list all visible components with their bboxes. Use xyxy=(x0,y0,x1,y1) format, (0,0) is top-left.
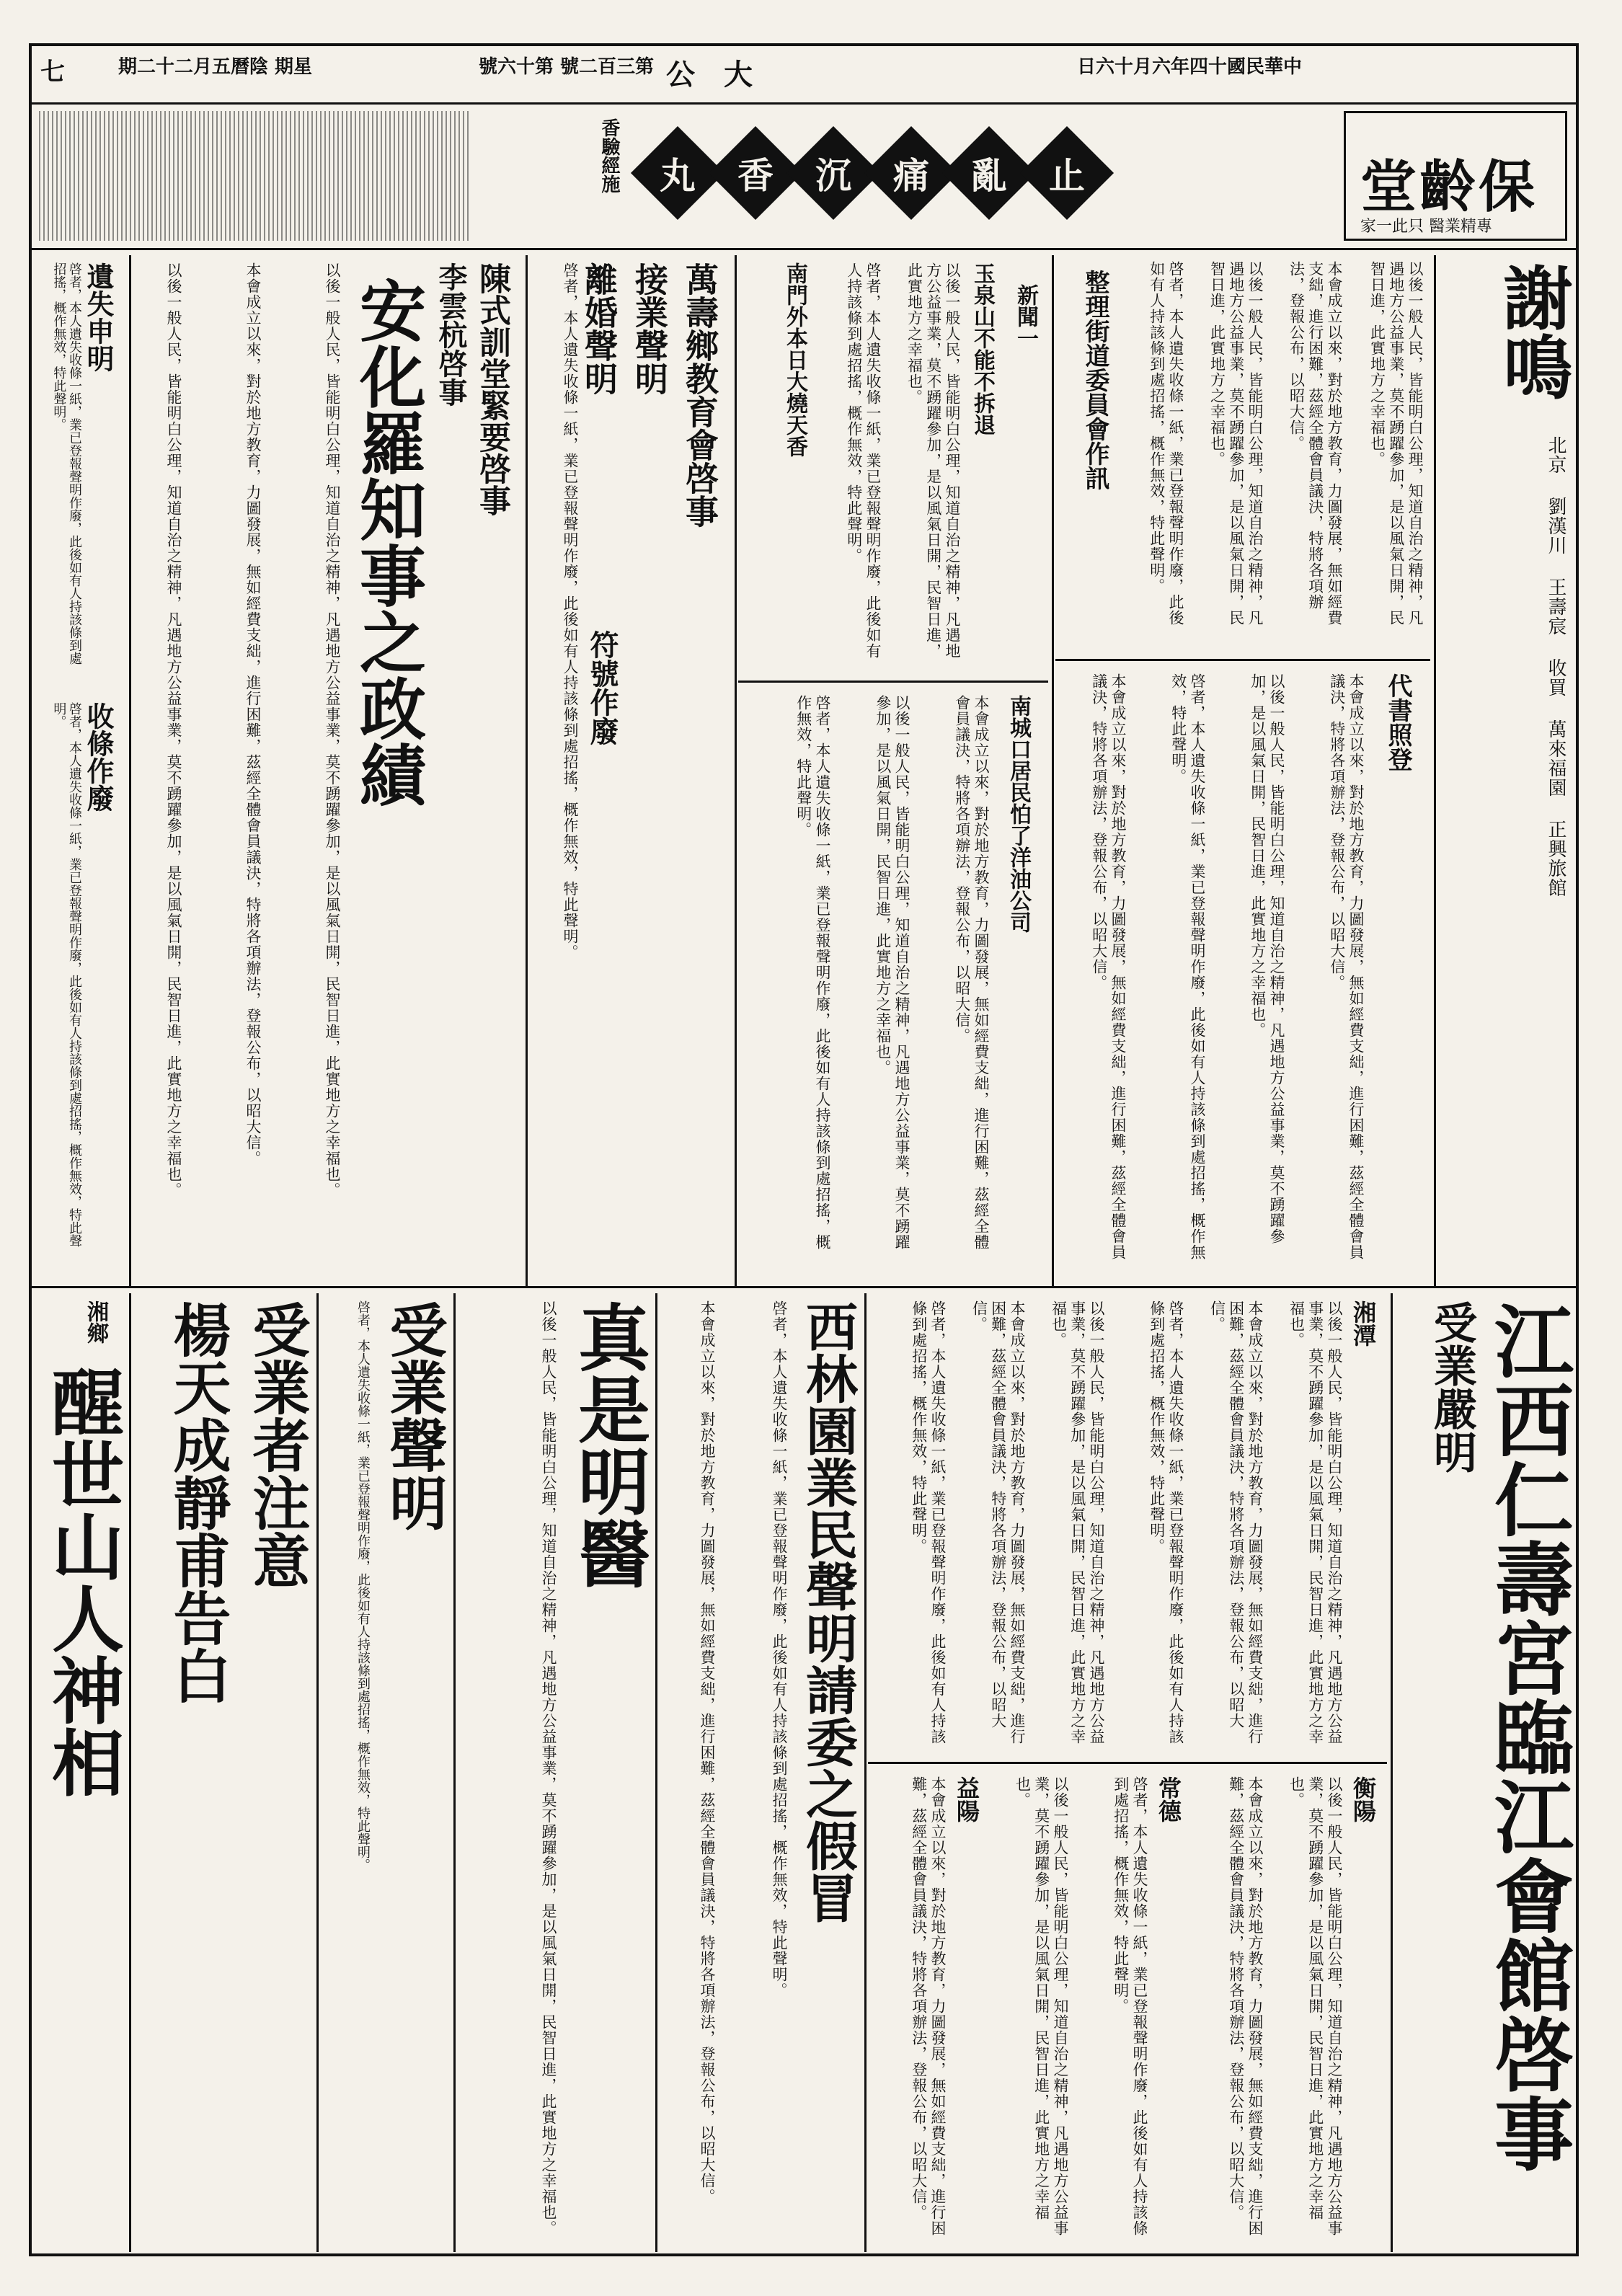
column-rule xyxy=(738,681,1048,683)
publication-date: 日六十月六年四十國民華中 xyxy=(1077,56,1303,78)
issue-number: 號六十第 號二百三第 xyxy=(479,56,655,78)
diamond-char: 丸 xyxy=(631,126,724,220)
article-text: 以後一般人民，皆能明白公理，知道自治之精神，凡遇地方公益事業，莫不踴躍參加，是以風氣日開，民智日進，此實地方之幸福也。 xyxy=(540,1300,557,2236)
column-rule xyxy=(129,1293,131,2252)
store-sub: 家一此只 醫業精專 xyxy=(1360,218,1492,236)
article-text: 以後一般人民，皆能明白公理，知道自治之精神，凡遇地方公益事業，莫不踴躍參加，是以風氣日開，民智日進，此實地方之幸福也。 xyxy=(1368,261,1424,626)
zhenshi-ad xyxy=(457,1293,652,2252)
notice-pair xyxy=(133,1293,313,2252)
article-text: 啓者，本人遺失收條一紙，業已登報聲明作廢，此後如有人持該條到處招搖，概作無效，特此聲明。 xyxy=(562,262,579,960)
lunar-date: 期二十二月五曆陰 期星 xyxy=(118,56,313,78)
shouye-zhuyi-title: 受業者注意 xyxy=(243,1300,311,1589)
article-text: 啓者，本人遺失收條一紙，業已登報聲明作廢，此後如有人持該條到處招搖，概作無效，特此聲明。 xyxy=(355,1300,371,1871)
article-text: 本會成立以來，對於地方教育，力圖發展，無如經費支絀，進行困難，茲經全體會員議決，特將各項辦法，登報公布，以昭大信。 xyxy=(910,1776,947,2236)
diamond-char: 亂 xyxy=(942,126,1036,220)
column-rule xyxy=(129,255,131,1286)
article-text: 本會成立以來，對於地方教育，力圖發展，無如經費支絀，進行困難，茲經全體會員議決，特將各項辦法，登報公布，以昭大信。 xyxy=(1328,673,1365,1260)
article-text: 以後一般人民，皆能明白公理，知道自治之精神，凡遇地方公益事業，莫不踴躍參加，是以風氣日開，民智日進，此實地方之幸福也。 xyxy=(1288,1776,1343,2236)
column-rule xyxy=(1052,255,1054,1286)
xilin-ad xyxy=(659,1293,861,2252)
yang-title: 楊天成靜甫告白 xyxy=(164,1300,231,1704)
jiangxi-title: 江西仁壽宮臨江會館啓事 xyxy=(1481,1300,1574,2173)
shouye-shengming-title: 受業聲明 xyxy=(380,1300,448,1531)
headline-wanshou: 萬壽鄉教育會啓事 xyxy=(681,262,719,528)
headline-chenshi: 陳式訓堂緊要啓事 xyxy=(474,262,510,516)
column-rule xyxy=(316,1293,319,2252)
thanks-body: 北京 劉漢川 王壽宸 收買 萬來福園 正興旅館 xyxy=(1545,435,1566,897)
store-ad-box xyxy=(1344,111,1567,241)
column-rule xyxy=(864,1293,867,2252)
lower-news xyxy=(868,1293,1387,2252)
shouye-yanming: 受業嚴明 xyxy=(1427,1300,1477,1473)
column-rule xyxy=(1434,255,1436,1286)
headline-hengyang: 衡陽 xyxy=(1350,1776,1377,1822)
article-text: 本會成立以來，對於地方教育，力圖發展，無如經費支絀，進行困難，茲經全體會員議決，特將各項辦法，登報公布，以昭大信。 xyxy=(1208,1300,1264,1745)
article-text: 以後一般人民，皆能明白公理，知道自治之精神，凡遇地方公益事業，莫不踴躍參加，是以風氣日開，民智日進，此實地方之幸福也。 xyxy=(165,262,182,1198)
xilin-title: 西林園業民聲明請委之假冒 xyxy=(797,1300,859,1923)
column-rule xyxy=(868,1762,1387,1764)
column-rule xyxy=(735,255,737,1286)
headline-fuhao: 符號作廢 xyxy=(585,630,619,745)
headline-lihun: 離婚聲明 xyxy=(580,262,619,395)
newspaper-page xyxy=(29,43,1579,2256)
headline-nanmen: 南門外本日大燒天香 xyxy=(782,262,807,457)
headline-xiangtan: 湘潭 xyxy=(1350,1300,1377,1347)
column-rule xyxy=(526,255,528,1286)
diamond-char: 痛 xyxy=(864,126,958,220)
xingshi-tag: 湘鄉 xyxy=(83,1300,108,1344)
article-text: 啓者，本人遺失收條一紙，業已登報聲明作廢，此後如有人持該條到處招搖，概作無效，特此聲明。 xyxy=(771,1300,788,1998)
news-column-mid xyxy=(738,255,1048,1279)
headline-zhengli: 整理街道委員會作訊 xyxy=(1081,270,1109,490)
article-text: 以後一般人民，皆能明白公理，知道自治之精神，凡遇地方公益事業，莫不踴躍參加，是以風氣日開，民智日進，此實地方之幸福也。 xyxy=(874,695,910,1250)
headline-shoutiao: 收條作廢 xyxy=(82,702,115,812)
headline-anhua: 安化羅知事之政績 xyxy=(349,277,427,807)
news-column-right xyxy=(1055,255,1430,1279)
banner-tag: 香驗經施 xyxy=(598,118,620,193)
article-text: 本會成立以來，對於地方教育，力圖發展，無如經費支絀，進行困難，茲經全體會員議決，特將各項辦法，登報公布，以昭大信。 xyxy=(244,262,262,1166)
jiangxi-ad xyxy=(1394,1293,1574,2252)
shouye-shengming xyxy=(320,1293,450,2252)
xingshi-ad xyxy=(32,1293,125,2252)
diamond-char: 止 xyxy=(1020,126,1114,220)
article-text: 啓者，本人遺失收條一紙，業已登報聲明作廢，此後如有人持該條到處招搖，概作無效，特此聲明。 xyxy=(845,262,882,659)
article-text: 本會成立以來，對於地方教育，力圖發展，無如經費支絀，進行困難，茲經全體會員議決，特將各項辦法，登報公布，以昭大信。 xyxy=(1090,673,1127,1260)
article-text: 以後一般人民，皆能明白公理，知道自治之精神，凡遇地方公益事業，莫不踴躍參加，是以風氣日開，民智日進，此實地方之幸福也。 xyxy=(905,262,961,659)
headline-nancheng: 南城口居民怕了洋油公司 xyxy=(1006,695,1031,933)
article-text: 本會成立以來，對於地方教育，力圖發展，無如經費支絀，進行困難，茲經全體會員議決，特將各項辦法，登報公布，以昭大信。 xyxy=(953,695,990,1250)
zhenshi-title: 真是明醫 xyxy=(566,1300,651,1589)
headline-daishu: 代書照登 xyxy=(1383,673,1412,771)
column-rule xyxy=(1055,659,1430,661)
anhua-column xyxy=(133,255,522,1279)
article-text: 本會成立以來，對於地方教育，力圖發展，無如經費支絀，進行困難，茲經全體會員議決，特將各項辦法，登報公布，以昭大信。 xyxy=(1288,261,1343,626)
article-text: 本會成立以來，對於地方教育，力圖發展，無如經費支絀，進行困難，茲經全體會員議決，特將各項辦法，登報公布，以昭大信。 xyxy=(699,1300,716,2204)
paper-name: 公大 xyxy=(666,58,781,92)
diamond-char: 沉 xyxy=(786,126,880,220)
article-text: 以後一般人民，皆能明白公理，知道自治之精神，凡遇地方公益事業，莫不踴躍參加，是以風氣日開，民智日進，此實地方之幸福也。 xyxy=(1050,1300,1105,1745)
article-text: 啓者，本人遺失收條一紙，業已登報聲明作廢，此後如有人持該條到處招搖，概作無效，特此聲明。 xyxy=(794,695,831,1250)
headline-yiyang: 益陽 xyxy=(953,1776,980,1822)
diamond-char: 香 xyxy=(709,126,802,220)
thanks-title: 謝鳴 xyxy=(1492,262,1574,401)
banner-diamonds xyxy=(644,140,1100,206)
store-name: 堂齡保 xyxy=(1360,154,1538,220)
article-text: 本會成立以來，對於地方教育，力圖發展，無如經費支絀，進行困難，茲經全體會員議決，特將各項辦法，登報公布，以昭大信。 xyxy=(1227,1776,1264,2236)
headline-yuquan: 玉泉山不能不拆退 xyxy=(970,262,995,435)
left-notices xyxy=(32,255,125,1279)
news-label: 新聞一 xyxy=(1013,284,1038,349)
article-text: 啓者，本人遺失收條一紙，業已登報聲明作廢，此後如有人持該條到處招搖，概作無效，特此聲明。 xyxy=(910,1300,947,1745)
xingshi-title: 醒世山人神相 xyxy=(40,1365,125,1798)
column-rule xyxy=(453,1293,456,2252)
article-text: 啓者，本人遺失收條一紙，業已登報聲明作廢，此後如有人持該條到處招搖，概作無效，特此聲明。 xyxy=(51,702,82,1247)
notices-column xyxy=(529,255,731,1279)
article-text: 啓者，本人遺失收條一紙，業已登報聲明作廢，此後如有人持該條到處招搖，概作無效，特此聲明。 xyxy=(1148,261,1184,626)
headline-yishi: 遺失申明 xyxy=(82,262,115,372)
article-text: 啓者，本人遺失收條一紙，業已登報聲明作廢，此後如有人持該條到處招搖，概作無效，特此聲明。 xyxy=(51,262,82,665)
ad-text-block xyxy=(39,111,471,241)
article-text: 啓者，本人遺失收條一紙，業已登報聲明作廢，此後如有人持該條到處招搖，概作無效，特此聲明。 xyxy=(1148,1300,1184,1745)
article-text: 以後一般人民，皆能明白公理，知道自治之精神，凡遇地方公益事業，莫不踴躍參加，是以風氣日開，民智日進，此實地方之幸福也。 xyxy=(324,262,341,1198)
page-number: 七 xyxy=(40,58,65,87)
column-rule xyxy=(1391,1293,1393,2252)
article-text: 啓者，本人遺失收條一紙，業已登報聲明作廢，此後如有人持該條到處招搖，概作無效，特此聲明。 xyxy=(1112,1776,1148,2236)
section-divider xyxy=(32,1286,1576,1288)
article-text: 以後一般人民，皆能明白公理，知道自治之精神，凡遇地方公益事業，莫不踴躍參加，是以風氣日開，民智日進，此實地方之幸福也。 xyxy=(1014,1776,1069,2236)
article-text: 以後一般人民，皆能明白公理，知道自治之精神，凡遇地方公益事業，莫不踴躍參加，是以風氣日開，民智日進，此實地方之幸福也。 xyxy=(1208,261,1264,626)
headline-jieye: 接業聲明 xyxy=(630,262,669,395)
masthead xyxy=(32,46,1576,105)
article-text: 以後一般人民，皆能明白公理，知道自治之精神，凡遇地方公益事業，莫不踴躍參加，是以風氣日開，民智日進，此實地方之幸福也。 xyxy=(1288,1300,1343,1745)
top-ad-row xyxy=(32,104,1576,250)
article-text: 本會成立以來，對於地方教育，力圖發展，無如經費支絀，進行困難，茲經全體會員議決，特將各項辦法，登報公布，以昭大信。 xyxy=(970,1300,1026,1745)
article-text: 啓者，本人遺失收條一紙，業已登報聲明作廢，此後如有人持該條到處招搖，概作無效，特此聲明。 xyxy=(1169,673,1206,1260)
column-rule xyxy=(655,1293,657,2252)
headline-lixiang: 李雲杭啓事 xyxy=(434,262,468,407)
article-text: 以後一般人民，皆能明白公理，知道自治之精神，凡遇地方公益事業，莫不踴躍參加，是以風氣日開，民智日進，此實地方之幸福也。 xyxy=(1249,673,1285,1244)
headline-changde: 常德 xyxy=(1155,1776,1182,1822)
thanks-ad xyxy=(1437,255,1574,1279)
